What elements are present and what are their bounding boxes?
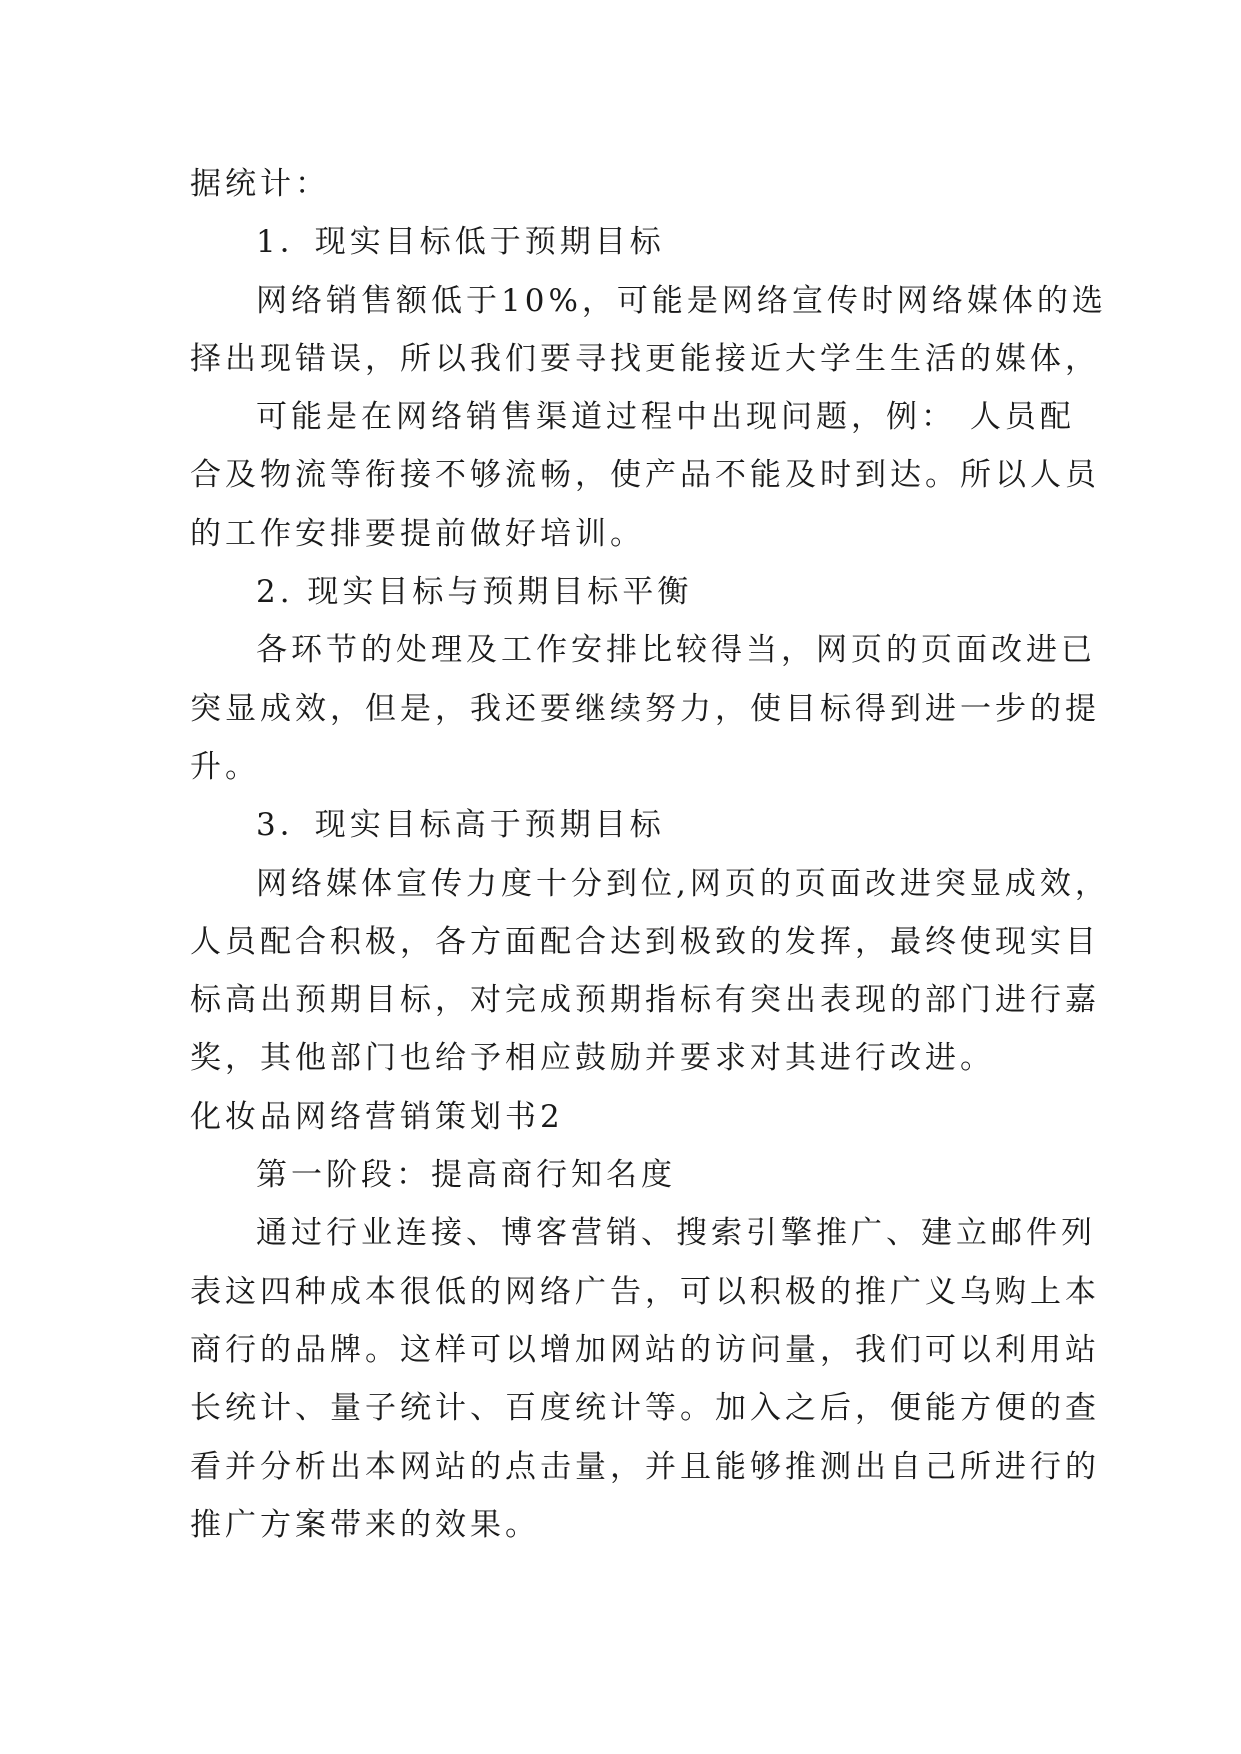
paragraph-line: 人员配合积极，各方面配合达到极致的发挥，最终使现实目 [190, 923, 1100, 960]
paragraph-line: 各环节的处理及工作安排比较得当，网页的页面改进已 [256, 632, 1096, 669]
paragraph-line: 合及物流等衔接不够流畅，使产品不能及时到达。所以人员 [190, 457, 1100, 494]
document-title: 化妆品网络营销策划书2 [190, 1098, 564, 1135]
paragraph-line: 长统计、量子统计、百度统计等。加入之后，便能方便的查 [190, 1390, 1100, 1427]
paragraph-line: 看并分析出本网站的点击量，并且能够推测出自己所进行的 [190, 1448, 1100, 1485]
paragraph-line: 突显成效，但是，我还要继续努力，使目标得到进一步的提 [190, 690, 1100, 727]
paragraph-line: 择出现错误，所以我们要寻找更能接近大学生生活的媒体， [190, 340, 1100, 377]
section-heading-3: 3．现实目标高于预期目标 [256, 807, 665, 844]
paragraph-line: 通过行业连接、博客营销、搜索引擎推广、建立邮件列 [256, 1215, 1096, 1252]
paragraph-line: 升。 [190, 748, 260, 785]
text-line: 据统计： [190, 166, 330, 202]
section-heading-2: 2. 现实目标与预期目标平衡 [256, 574, 693, 611]
paragraph-line: 的工作安排要提前做好培训。 [190, 515, 645, 552]
stage-heading: 第一阶段：提高商行知名度 [256, 1157, 676, 1194]
paragraph-line: 网络媒体宣传力度十分到位,网页的页面改进突显成效， [256, 865, 1110, 902]
paragraph-line: 可能是在网络销售渠道过程中出现问题，例： 人员配 [256, 399, 1075, 436]
paragraph-line: 商行的品牌。这样可以增加网站的访问量，我们可以利用站 [190, 1331, 1100, 1368]
paragraph-line: 网络销售额低于10%，可能是网络宣传时网络媒体的选 [256, 282, 1107, 319]
paragraph-line: 推广方案带来的效果。 [190, 1506, 540, 1543]
section-heading-1: 1．现实目标低于预期目标 [256, 224, 665, 261]
paragraph-line: 表这四种成本很低的网络广告，可以积极的推广义乌购上本 [190, 1273, 1100, 1310]
document-body [190, 155, 1110, 1554]
paragraph-line: 标高出预期目标，对完成预期指标有突出表现的部门进行嘉 [190, 982, 1100, 1019]
paragraph-line: 奖，其他部门也给予相应鼓励并要求对其进行改进。 [190, 1040, 995, 1077]
